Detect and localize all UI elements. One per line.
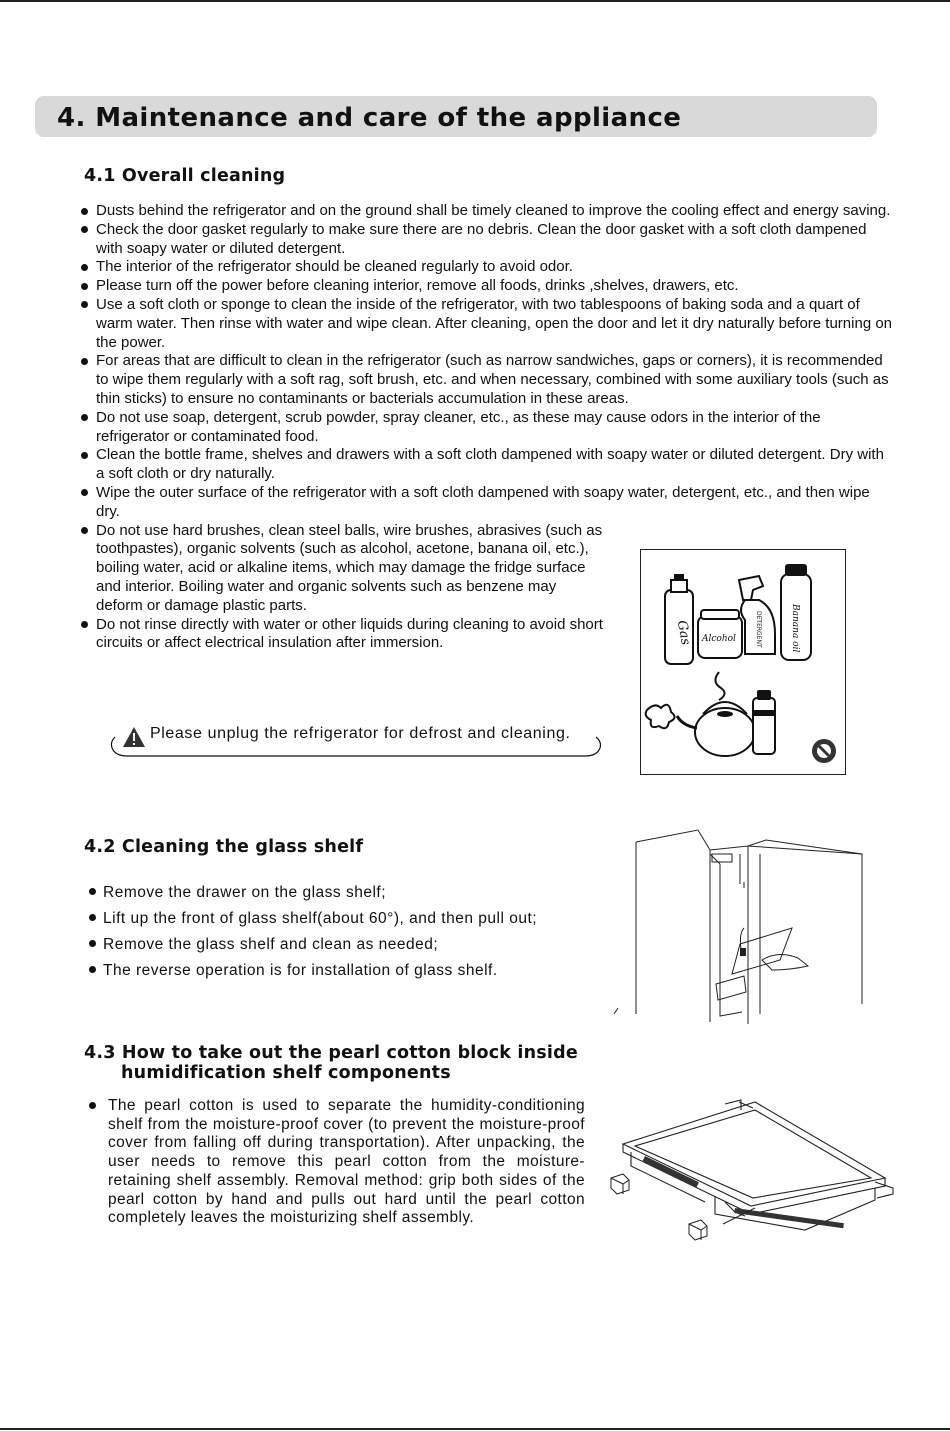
chapter-title: 4. Maintenance and care of the appliance [57,103,682,133]
gas-label: Gas [673,619,693,647]
humidification-shelf-illustration [605,1090,900,1245]
list-item: The pearl cotton is used to separate the humidity-conditioning shelf from the moisture-proof cover (to prevent the moisture-proof cover from falling off during transportation). After unpacking, the user needs to remove this pearl cotton from the moisture-retaining shelf assembly. Removal method: grip both sides of the pearl cotton by hand and pulls out hard until the pearl cotton completely leaves the moisturizing shelf assembly. [89,1097,585,1228]
section-41-heading: 4.1 Overall cleaning [84,166,286,186]
gas-can-icon [665,574,693,664]
section-43-title-line2: humidification shelf components [121,1063,451,1083]
list-item: Dusts behind the refrigerator and on the ground shall be timely cleaned to improve the cooling effect and energy saving. [81,202,893,221]
list-item: Do not use hard brushes, clean steel balls, wire brushes, abrasives (such as toothpastes), organic solvents (such as alcohol, acetone, banana oil, etc.), boiling water, acid or alkaline items, which may damage the fridge surface and interior. Boiling water and organic solvents such as benzene may deform or damage plastic parts. [81,522,606,616]
bottom-rule [0,1428,950,1430]
list-item: Please turn off the power before cleaning interior, remove all foods, drinks ,shelves, drawers, etc. [81,277,893,296]
warning-callout [107,723,602,757]
section-43-heading [84,1043,578,1083]
thermos-icon [753,690,775,754]
cleaning-products-figure [640,549,846,775]
list-item: Remove the drawer on the glass shelf; [89,880,609,906]
list-item: Lift up the front of glass shelf(about 60°), and then pull out; [89,906,609,932]
spray-bottle-icon [739,576,775,654]
list-item: The reverse operation is for installation of glass shelf. [89,958,609,984]
section-42-list [89,880,609,984]
section-43-title-line1: How to take out the pearl cotton block inside [121,1043,578,1063]
list-item: Do not use soap, detergent, scrub powder, spray cleaner, etc., as these may cause odors in the interior of the refrigerator or contaminated food. [81,409,893,447]
list-item: Wipe the outer surface of the refrigerator with a soft cloth dampened with soapy water, detergent, etc., and then wipe dry. [81,484,893,522]
list-item: For areas that are difficult to clean in the refrigerator (such as narrow sandwiches, gaps or corners), it is recommended to wipe them regularly with a soft rag, soft brush, etc. and when necessary, combined with some auxiliary tools (such as thin sticks) to ensure no contaminants or bacterials accumulation in these areas. [81,352,893,408]
kettle-icon [646,672,755,756]
glass-shelf-removal-illustration [612,824,882,1029]
section-42-heading [84,837,363,857]
list-item: Use a soft cloth or sponge to clean the inside of the refrigerator, with two tablespoons of baking soda and a quart of warm water. Then rinse with water and wipe clean. After cleaning, open the door and let it dry naturally before turning on the power. [81,296,893,352]
prohibited-cleaners-illustration [641,550,845,774]
banana-oil-bottle-icon [781,564,811,660]
section-42-title: Cleaning the glass shelf [121,837,364,857]
warning-text: Please unplug the refrigerator for defrost and cleaning. [150,725,571,742]
prohibited-sign-icon [812,739,836,763]
list-item: The interior of the refrigerator should be cleaned regularly to avoid odor. [81,258,893,277]
list-item: Do not rinse directly with water or other liquids during cleaning to avoid short circuits or affect electrical insulation after immersion. [81,616,606,654]
alcohol-label: Alcohol [702,634,736,644]
chapter-header [35,96,877,137]
list-item: Remove the glass shelf and clean as needed; [89,932,609,958]
banana-oil-label: Banana oil [790,604,800,653]
section-42-number: 4.2 [84,837,116,857]
detergent-label: DETERGENT [755,611,762,648]
alcohol-jar-icon [698,610,742,658]
top-rule [0,0,950,2]
warning-triangle-icon [122,726,146,748]
section-43-number: 4.3 [84,1043,116,1063]
list-item: Clean the bottle frame, shelves and drawers with a soft cloth dampened with soapy water or diluted detergent. Dry with a soft cloth or dry naturally. [81,446,893,484]
list-item: Check the door gasket regularly to make sure there are no debris. Clean the door gasket with a soft cloth dampened with soapy water or diluted detergent. [81,221,893,259]
section-43-list [89,1097,585,1228]
